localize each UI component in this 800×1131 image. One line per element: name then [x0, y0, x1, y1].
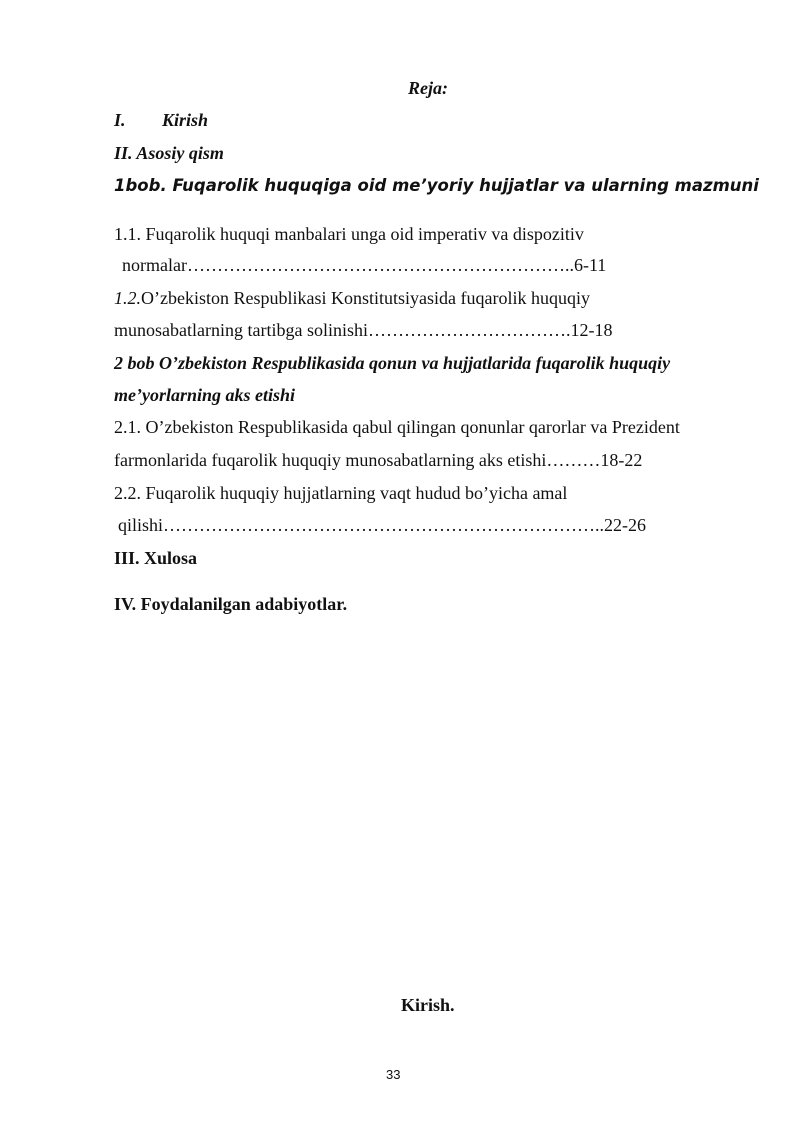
toc-section-1: [114, 109, 209, 131]
toc-item-2-1-line-2: farmonlarida fuqarolik huquqiy munosabatlarning aks etishi………18-22: [114, 450, 643, 470]
toc-chapter-2-title-line-1: 2 bob O’zbekiston Respublikasida qonun va hujjatlarida fuqarolik huquqiy: [114, 353, 671, 373]
toc-item-2-2-line-2: qilishi………………………………………………………………..22-26: [118, 515, 647, 535]
toc-section-1-number: I.: [114, 110, 126, 130]
toc-chapter-2-title-line-2: me’yorlarning aks etishi: [114, 385, 296, 405]
toc-section-1-label: Kirish: [162, 110, 209, 130]
toc-section-4: IV. Foydalanilgan adabiyotlar.: [114, 594, 348, 614]
toc-title: Reja:: [408, 78, 448, 98]
toc-item-1-2-text: O’zbekiston Respublikasi Konstitutsiyasida fuqarolik huquqiy: [141, 288, 590, 308]
intro-heading: Kirish.: [401, 995, 455, 1015]
toc-item-2-1-line-1: 2.1. O’zbekiston Respublikasida qabul qilingan qonunlar qarorlar va Prezident: [114, 417, 680, 437]
toc-item-2-2-line-1: 2.2. Fuqarolik huquqiy hujjatlarning vaqt hudud bo’yicha amal: [114, 483, 568, 503]
toc-item-1-1-line-1: 1.1. Fuqarolik huquqi manbalari unga oid imperativ va dispozitiv: [114, 224, 584, 244]
toc-item-1-2-line-2: munosabatlarning tartibga solinishi…………………………….12-18: [114, 320, 613, 340]
toc-section-2: II. Asosiy qism: [114, 143, 224, 163]
toc-item-1-2-number: 1.2.: [114, 288, 141, 308]
toc-item-1-2-line-1: [114, 287, 590, 309]
toc-item-1-1-line-2: normalar………………………………………………………..6-11: [122, 255, 607, 275]
toc-chapter-1-title: 1bob. Fuqarolik huquqiga oid me’yoriy hujjatlar va ularning mazmuni: [114, 176, 759, 195]
page-number: 33: [386, 1067, 401, 1082]
toc-section-3: III. Xulosa: [114, 548, 198, 568]
